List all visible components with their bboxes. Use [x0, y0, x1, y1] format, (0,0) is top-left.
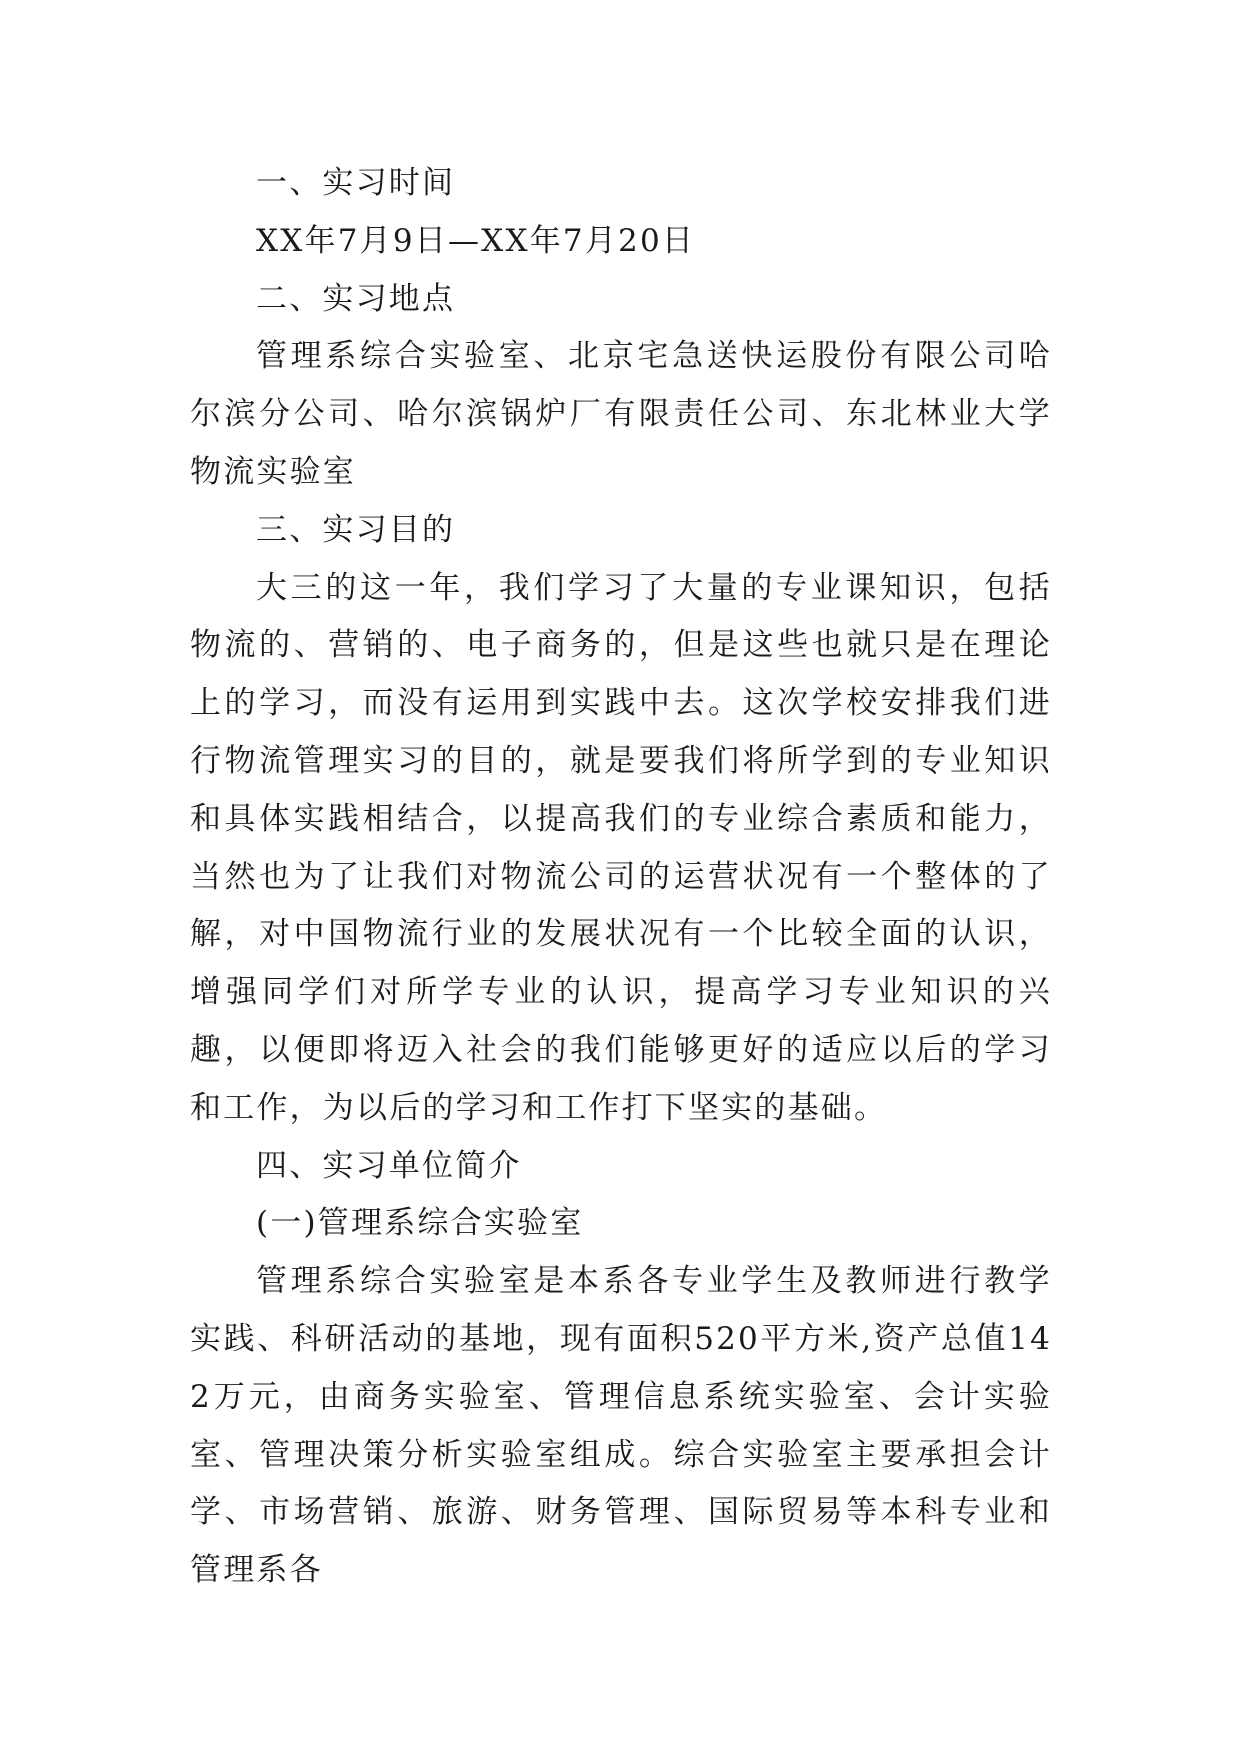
heading-unit-intro: 四、实习单位简介 [256, 1147, 522, 1184]
internship-locations: 管理系综合实验室、北京宅急送快运股份有限公司哈尔滨分公司、哈尔滨锅炉厂有限责任公司、东北林业大学物流实验室 [190, 338, 1052, 490]
document-body [190, 155, 1052, 1600]
subheading-lab: (一)管理系综合实验室 [256, 1205, 584, 1242]
internship-purpose-text: 大三的这一年，我们学习了大量的专业课知识，包括物流的、营销的、电子商务的，但是这些也就只是在理论上的学习，而没有运用到实践中去。这次学校安排我们进行物流管理实习的目的，就是要我们将所学到的专业知识和具体实践相结合，以提高我们的专业综合素质和能力，当然也为了让我们对物流公司的运营状况有一个整体的了解，对中国物流行业的发展状况有一个比较全面的认识，增强同学们对所学专业的认识，提高学习专业知识的兴趣，以便即将迈入社会的我们能够更好的适应以后的学习和工作，为以后的学习和工作打下坚实的基础。 [190, 569, 1052, 1126]
heading-internship-location: 二、实习地点 [256, 280, 456, 317]
heading-internship-time: 一、实习时间 [256, 165, 456, 201]
heading-internship-purpose: 三、实习目的 [256, 511, 456, 548]
internship-dates: XX年7月9日—XX年7月20日 [256, 222, 696, 259]
lab-description: 管理系综合实验室是本系各专业学生及教师进行教学实践、科研活动的基地，现有面积520平方米,资产总值142万元，由商务实验室、管理信息系统实验室、会计实验室、管理决策分析实验室组成。综合实验室主要承担会计学、市场营销、旅游、财务管理、国际贸易等本科专业和管理系各 [190, 1263, 1052, 1589]
